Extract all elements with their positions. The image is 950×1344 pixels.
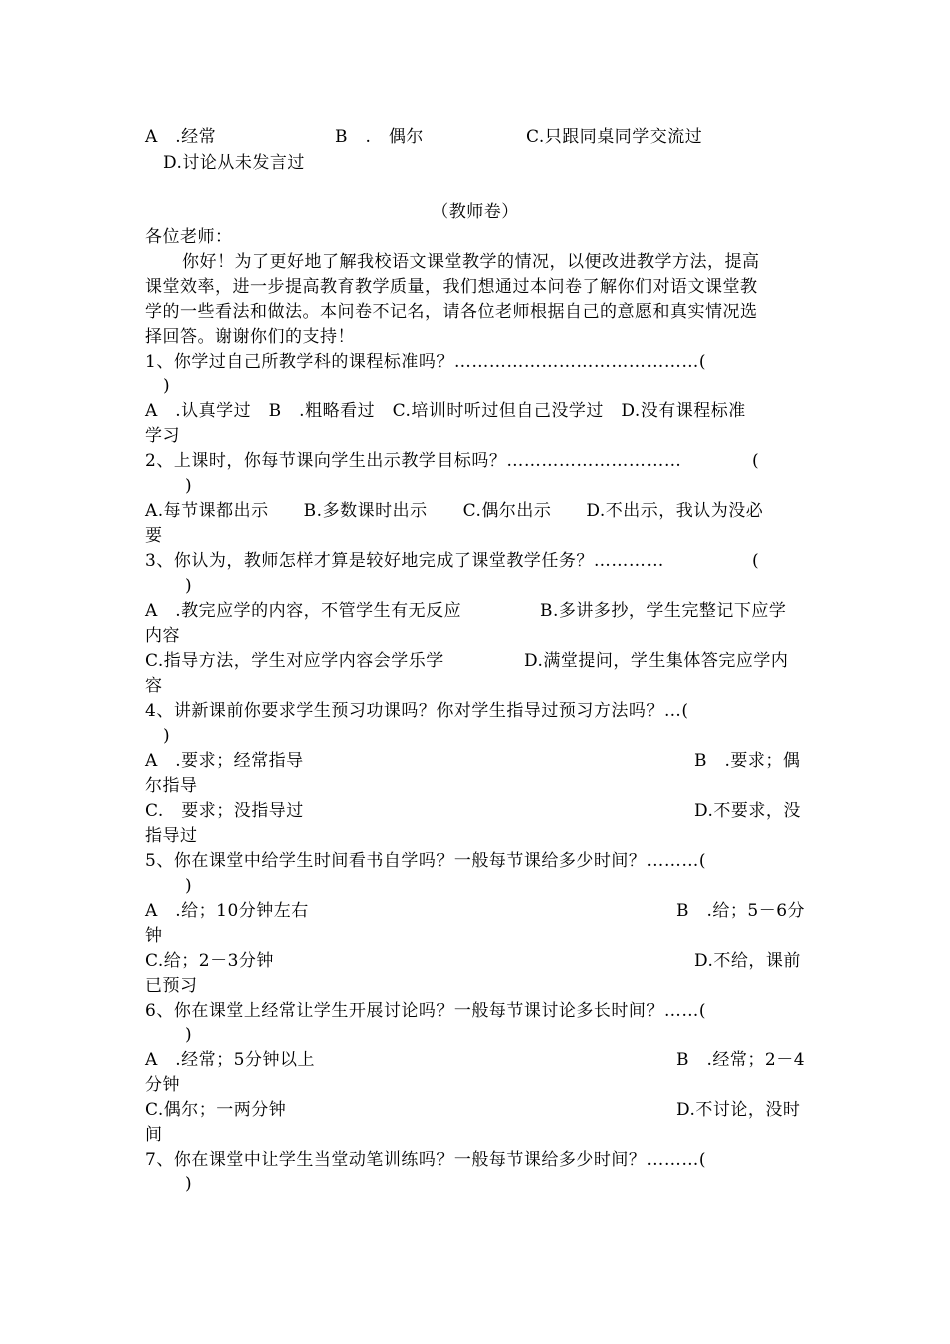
answer-paren-close: ) (185, 1174, 193, 1194)
question-3-option-c: C.指导方法，学生对应学内容会学乐学 (145, 651, 444, 671)
question-5: 5、你在课堂中给学生时间看书自学吗？一般每节课给多少时间？………( (145, 851, 706, 871)
question-5-option-d: D.不给，课前 (694, 951, 801, 971)
greeting: 各位老师： (145, 227, 233, 247)
answer-paren-close: ) (185, 1025, 193, 1045)
question-6-option-b-wrap: 分钟 (145, 1075, 180, 1095)
question-1-options: A .认真学过 B .粗略看过 C.培训时听过但自己没学过 D.没有课程标准 (145, 401, 746, 421)
answer-paren-close: ) (185, 476, 193, 496)
question-4: 4、讲新课前你要求学生预习功课吗？你对学生指导过预习方法吗？…( (145, 701, 689, 721)
question-1-options-wrap: 学习 (145, 426, 180, 446)
question-5-option-d-wrap: 已预习 (145, 976, 198, 996)
answer-paren-open: ( (752, 451, 760, 471)
intro-line: 课堂效率，进一步提高教育教学质量，我们想通过本问卷了解你们对语文课堂教 (145, 277, 758, 297)
prev-option-c: C.只跟同桌同学交流过 (526, 127, 703, 147)
question-6-option-c: C.偶尔；一两分钟 (145, 1100, 287, 1120)
question-2-options-wrap: 要 (145, 526, 163, 546)
question-3: 3、你认为，教师怎样才算是较好地完成了课堂教学任务？………… (145, 551, 664, 571)
intro-line: 学的一些看法和做法。本问卷不记名，请各位老师根据自己的意愿和真实情况选 (145, 302, 758, 322)
question-6-option-d-wrap: 间 (145, 1125, 163, 1145)
prev-option-d: D.讨论从未发言过 (163, 153, 305, 173)
question-5-option-c: C.给；2－3分钟 (145, 951, 274, 971)
section-title: （教师卷） (431, 202, 519, 222)
intro-line: 你好！为了更好地了解我校语文课堂教学的情况，以便改进教学方法，提高 (182, 252, 760, 272)
question-4-option-c: C. 要求；没指导过 (145, 801, 304, 821)
question-2-options: A.每节课都出示 B.多数课时出示 C.偶尔出示 D.不出示，我认为没必 (145, 501, 764, 521)
prev-option-a: A .经常 (145, 127, 217, 147)
question-2: 2、上课时，你每节课向学生出示教学目标吗？………………………… (145, 451, 682, 471)
question-3-option-b: B.多讲多抄，学生完整记下应学 (540, 601, 787, 621)
answer-paren-open: ( (752, 551, 760, 571)
question-1: 1、你学过自己所教学科的课程标准吗？……………………………………( (145, 352, 706, 372)
question-3-option-d-wrap: 容 (145, 676, 163, 696)
question-4-option-b-wrap: 尔指导 (145, 776, 198, 796)
answer-paren-close: ) (185, 576, 193, 596)
question-4-option-d: D.不要求，没 (694, 801, 801, 821)
answer-paren-close: ) (163, 726, 171, 746)
question-4-option-b: B .要求；偶 (694, 751, 801, 771)
question-3-option-d: D.满堂提问，学生集体答完应学内 (524, 651, 789, 671)
question-6: 6、你在课堂上经常让学生开展讨论吗？一般每节课讨论多长时间？……( (145, 1001, 706, 1021)
question-3-option-a: A .教完应学的内容，不管学生有无反应 (145, 601, 462, 621)
question-7: 7、你在课堂中让学生当堂动笔训练吗？一般每节课给多少时间？………( (145, 1150, 706, 1170)
question-5-option-a: A .给；10分钟左右 (145, 901, 309, 921)
question-5-option-b-wrap: 钟 (145, 926, 163, 946)
question-6-option-b: B .经常；2－4 (676, 1050, 806, 1070)
answer-paren-close: ) (185, 876, 193, 896)
question-4-option-d-wrap: 指导过 (145, 826, 198, 846)
prev-option-b: B . 偶尔 (335, 127, 424, 147)
question-3-option-b-wrap: 内容 (145, 626, 180, 646)
question-6-option-d: D.不讨论，没时 (676, 1100, 801, 1120)
question-4-option-a: A .要求；经常指导 (145, 751, 304, 771)
question-5-option-b: B .给；5－6分 (676, 901, 806, 921)
answer-paren-close: ) (163, 376, 171, 396)
question-6-option-a: A .经常；5分钟以上 (145, 1050, 315, 1070)
intro-line: 择回答。谢谢你们的支持！ (145, 327, 355, 347)
